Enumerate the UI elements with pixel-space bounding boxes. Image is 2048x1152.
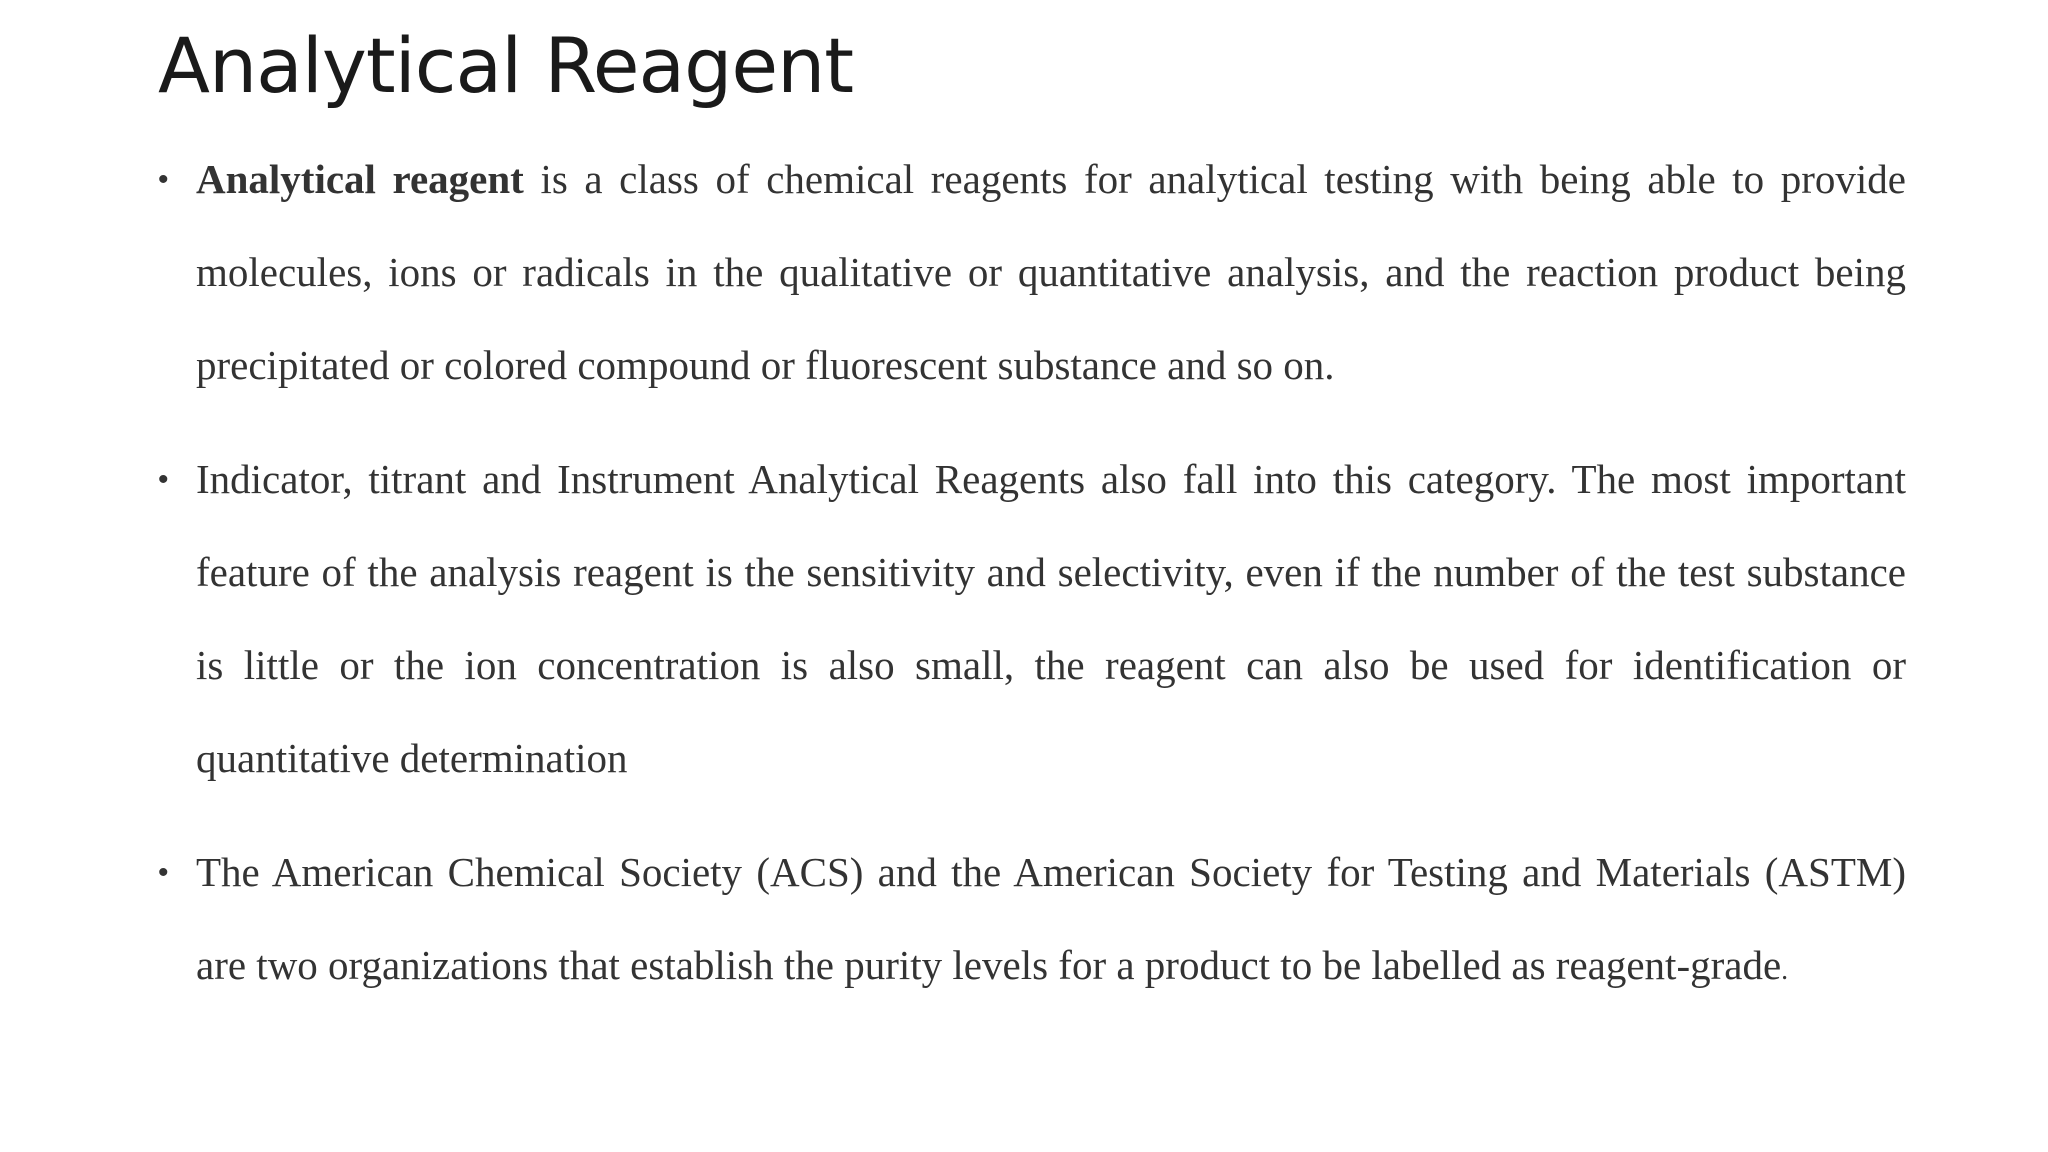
bullet-item-organizations [158,826,1906,1017]
bullet-end-punctuation: . [1781,955,1789,986]
bullet-icon: • [158,856,169,889]
bullet-text: Indicator, titrant and Instrument Analytical Reagents also fall into this category. The most important feature of the analysis reagent is the sensitivity and selectivity, even if the number of the test substance is little or the ion concentration is also small, the reagent can also be used for identification or quantitative determination [196,456,1906,781]
bullet-item-definition [158,133,1906,412]
bullet-lead-term: Analytical reagent [196,156,524,202]
bullet-list [158,133,1906,1017]
bullet-text: is a class of chemical reagents for analytical testing with being able to provide molecules, ions or radicals in the qualitative or quantitative analysis, and the reaction product being precipitated or colored compound or fluorescent substance and so on. [196,156,1906,388]
bullet-item-categories [158,433,1906,805]
bullet-text: The American Chemical Society (ACS) and the American Society for Testing and Materials (ASTM) are two organizations that establish the purity levels for a product to be labelled as reagent-grade [196,849,1906,988]
bullet-icon: • [158,163,169,196]
bullet-icon: • [158,463,169,496]
slide-title: Analytical Reagent [158,21,854,110]
